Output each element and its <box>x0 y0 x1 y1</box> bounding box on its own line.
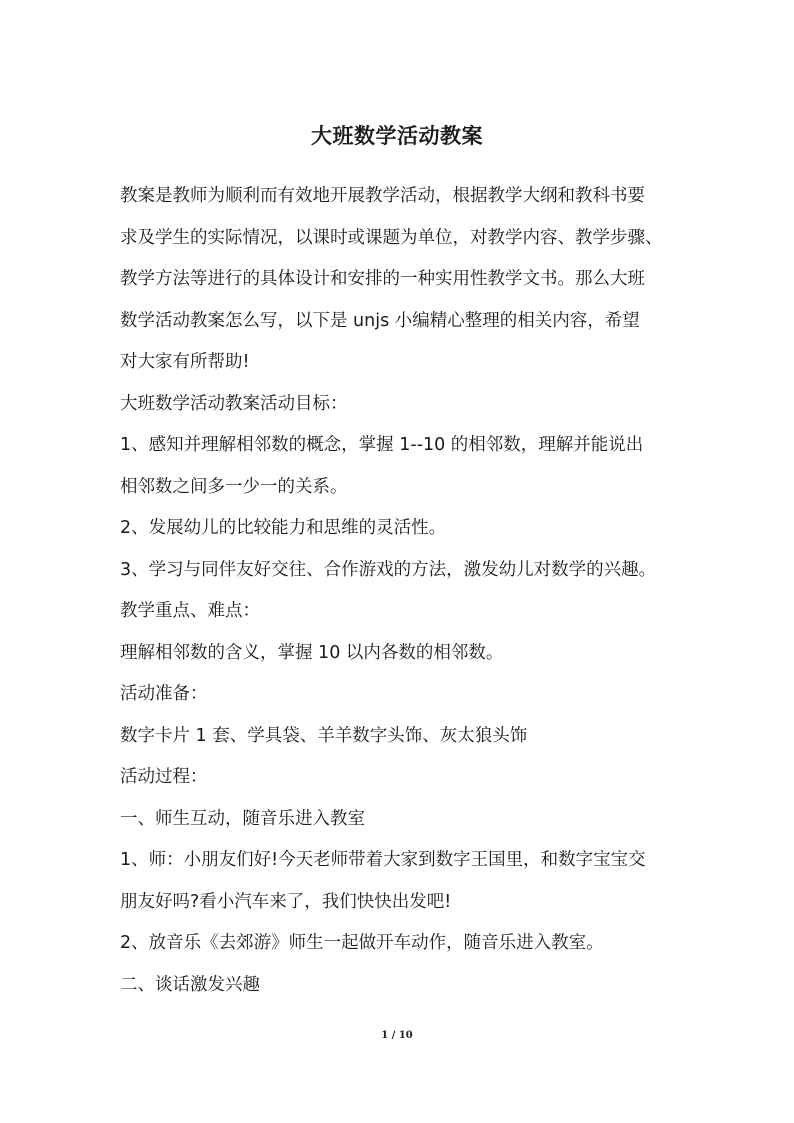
body-line: 教案是教师为顺利而有效地开展教学活动，根据教学大纲和教科书要 <box>120 186 645 206</box>
body-line: 2、放音乐《去郊游》师生一起做开车动作，随音乐进入教室。 <box>120 933 604 953</box>
section-heading: 教学重点、难点： <box>120 601 260 621</box>
body-line: 3、学习与同伴友好交往、合作游戏的方法，激发幼儿对数学的兴趣。 <box>120 559 657 580</box>
body-line: 数学活动教案怎么写，以下是 unjs 小编精心整理的相关内容，希望 <box>120 310 640 331</box>
section-heading: 活动准备： <box>120 684 208 704</box>
body-line: 数字卡片 1 套、学具袋、羊羊数字头饰、灰太狼头饰 <box>120 725 528 746</box>
body-line: 教学方法等进行的具体设计和安排的一种实用性教学文书。那么大班 <box>120 269 645 289</box>
body-line: 朋友好吗?看小汽车来了，我们快快出发吧! <box>120 891 452 912</box>
page-number: 1 / 10 <box>381 1030 413 1041</box>
body-line: 一、师生互动，随音乐进入教室 <box>120 808 365 829</box>
section-heading: 活动过程： <box>120 767 208 787</box>
body-line: 理解相邻数的含义，掌握 10 以内各数的相邻数。 <box>120 642 504 663</box>
body-line: 二、谈话激发兴趣 <box>120 974 260 995</box>
body-line: 对大家有所帮助! <box>120 352 250 372</box>
body-line: 求及学生的实际情况，以课时或课题为单位，对教学内容、教学步骤、 <box>120 227 663 248</box>
document-body <box>120 176 680 1006</box>
section-heading: 大班数学活动教案活动目标： <box>120 393 348 414</box>
body-line: 1、师：小朋友们好!今天老师带着大家到数字王国里，和数字宝宝交 <box>120 850 646 870</box>
body-line: 2、发展幼儿的比较能力和思维的灵活性。 <box>120 518 447 538</box>
body-line: 1、感知并理解相邻数的概念，掌握 1--10 的相邻数，理解并能说出 <box>120 435 644 455</box>
document-title: 大班数学活动教案 <box>311 124 483 148</box>
body-line: 相邻数之间多一少一的关系。 <box>120 476 348 497</box>
